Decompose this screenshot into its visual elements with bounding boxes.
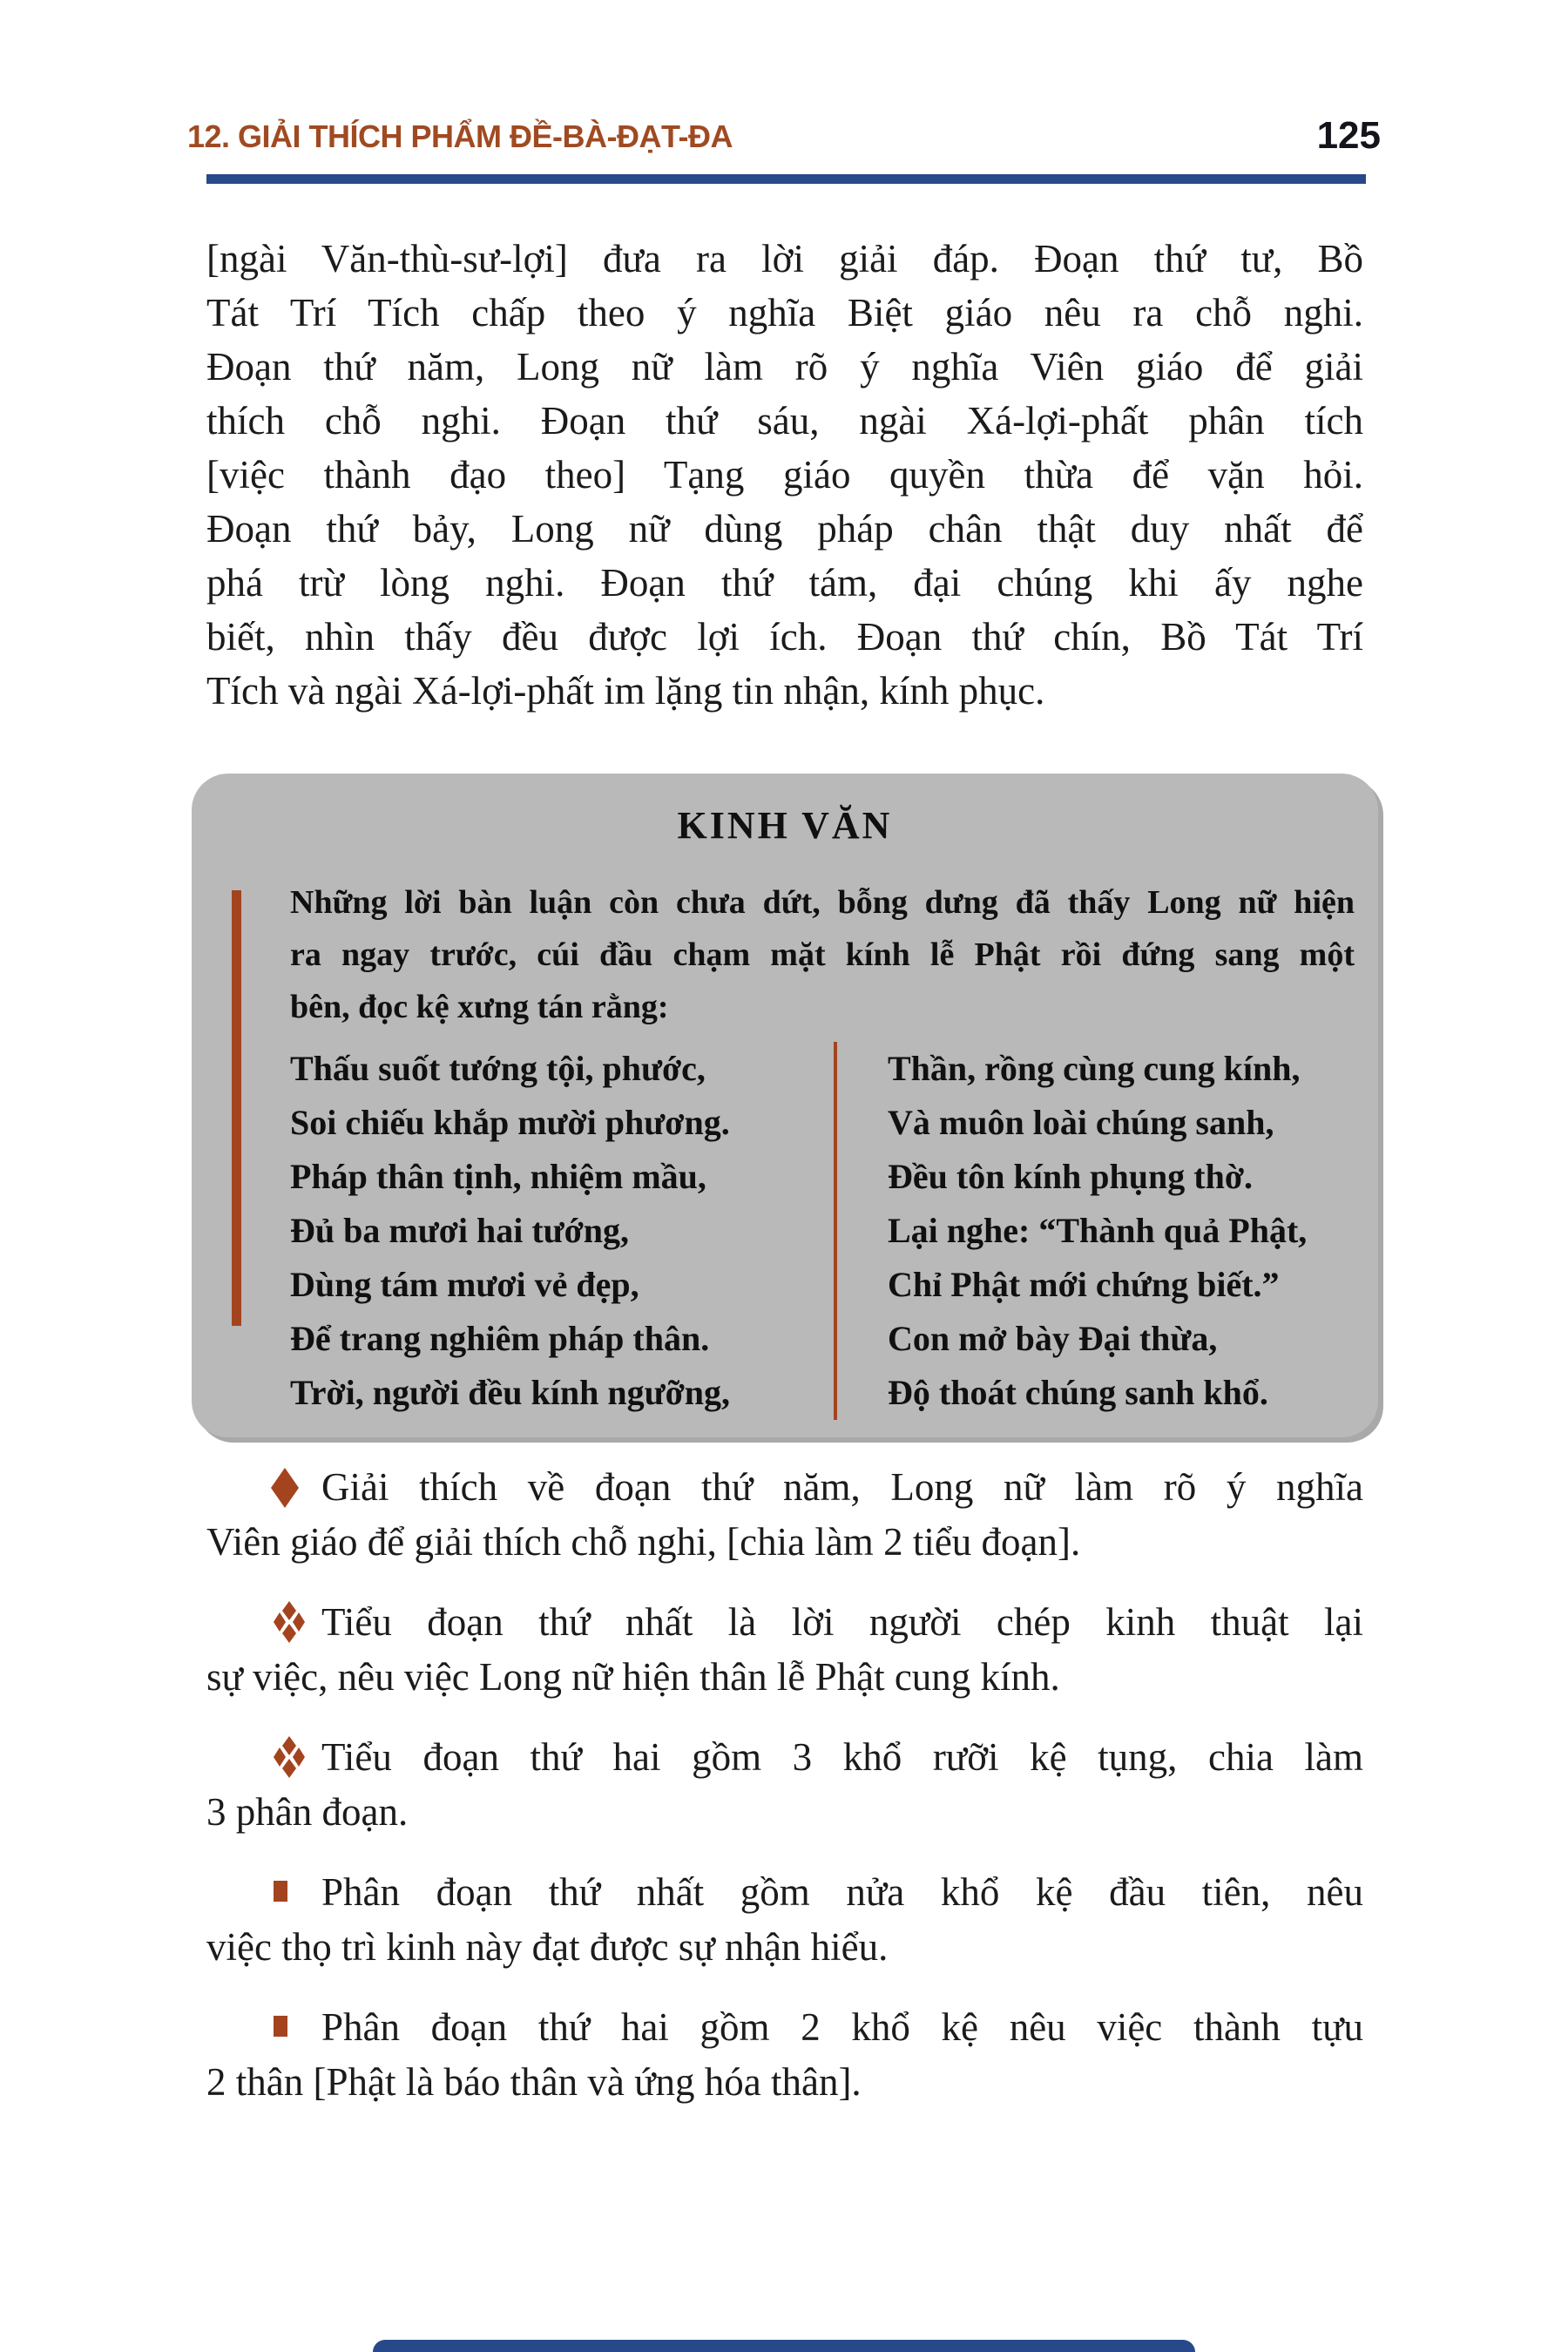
page-number: 125 [1316,114,1381,157]
commentary-section [206,1460,1363,2135]
paragraph-text: Tiểu đoạn thứ hai gồm 3 khổ rưỡi kệ tụng, chia làm 3 phân đoạn. [206,1735,1363,1834]
intro-paragraph: [ngài Văn-thù-sư-lợi] đưa ra lời giải đáp. Đoạn thứ tư, Bồ Tát Trí Tích chấp theo ý nghĩa Biệt giáo nêu ra chỗ nghi. Đoạn thứ năm, Long nữ làm rõ ý nghĩa Viên giáo để giải thích chỗ nghi. Đoạn thứ sáu, ngài Xá-lợi-phất phân tích [việc thành đạo theo] Tạng giáo quyền thừa để vặn hỏi. Đoạn thứ bảy, Long nữ dùng pháp chân thật duy nhất để phá trừ lòng nghi. Đoạn thứ tám, đại chúng khi ấy nghe biết, nhìn thấy đều được lợi ích. Đoạn thứ chín, Bồ Tát Trí Tích và ngài Xá-lợi-phất im lặng tin nhận, kính phục. [206,237,1363,713]
sutra-intro-text: Những lời bàn luận còn chưa dứt, bỗng dưng đã thấy Long nữ hiện ra ngay trước, cúi đầu chạm mặt kính lễ Phật rồi đứng sang một bên, đọc kệ xưng tán rằng: [290,884,1355,1025]
commentary-paragraph [206,1460,1363,1570]
page-header [187,114,1381,157]
four-diamond-bullet-icon [271,1736,308,1778]
chapter-title: 12. GIẢI THÍCH PHẨM ĐỀ-BÀ-ĐẠT-ĐA [187,118,733,154]
commentary-paragraph [206,2000,1363,2110]
paragraph-text: Giải thích về đoạn thứ năm, Long nữ làm rõ ý nghĩa Viên giáo để giải thích chỗ nghi, [chia làm 2 tiểu đoạn]. [206,1465,1363,1564]
paragraph-text: Phân đoạn thứ nhất gồm nửa khổ kệ đầu tiên, nêu việc thọ trì kinh này đạt được sự nhận hiểu. [206,1870,1363,1969]
kinh-van-box [192,774,1378,1437]
square-bullet-icon [274,1881,287,1902]
kinh-van-content [290,876,1362,1420]
paragraph-text: Tiểu đoạn thứ nhất là lời người chép kinh thuật lại sự việc, nêu việc Long nữ hiện thân lễ Phật cung kính. [206,1600,1363,1699]
paragraph-text: Phân đoạn thứ hai gồm 2 khổ kệ nêu việc thành tựu 2 thân [Phật là báo thân và ứng hóa thân]. [206,2005,1363,2104]
next-section-box-top-edge [373,2340,1195,2352]
quote-accent-bar [232,890,241,1326]
verse-columns [290,1042,1362,1420]
four-diamond-bullet-icon [271,1601,308,1643]
kinh-van-title: KINH VĂN [677,804,893,847]
header-rule [206,174,1366,184]
verse-divider [834,1042,837,1420]
square-bullet-icon [274,2016,287,2037]
verse-column-left: Thấu suốt tướng tội, phước, Soi chiếu khắp mười phương. Pháp thân tịnh, nhiệm mầu, Đủ ba mươi hai tướng, Dùng tám mươi vẻ đẹp, Để trang nghiêm pháp thân. Trời, người đều kính ngưỡng, [290,1049,730,1412]
commentary-paragraph [206,1865,1363,1975]
commentary-paragraph [206,1730,1363,1840]
commentary-paragraph [206,1595,1363,1705]
verse-column-right: Thần, rồng cùng cung kính, Và muôn loài chúng sanh, Đều tôn kính phụng thờ. Lại nghe: “Thành quả Phật, Chỉ Phật mới chứng biết.” Con mở bày Đại thừa, Độ thoát chúng sanh khổ. [888,1049,1308,1412]
